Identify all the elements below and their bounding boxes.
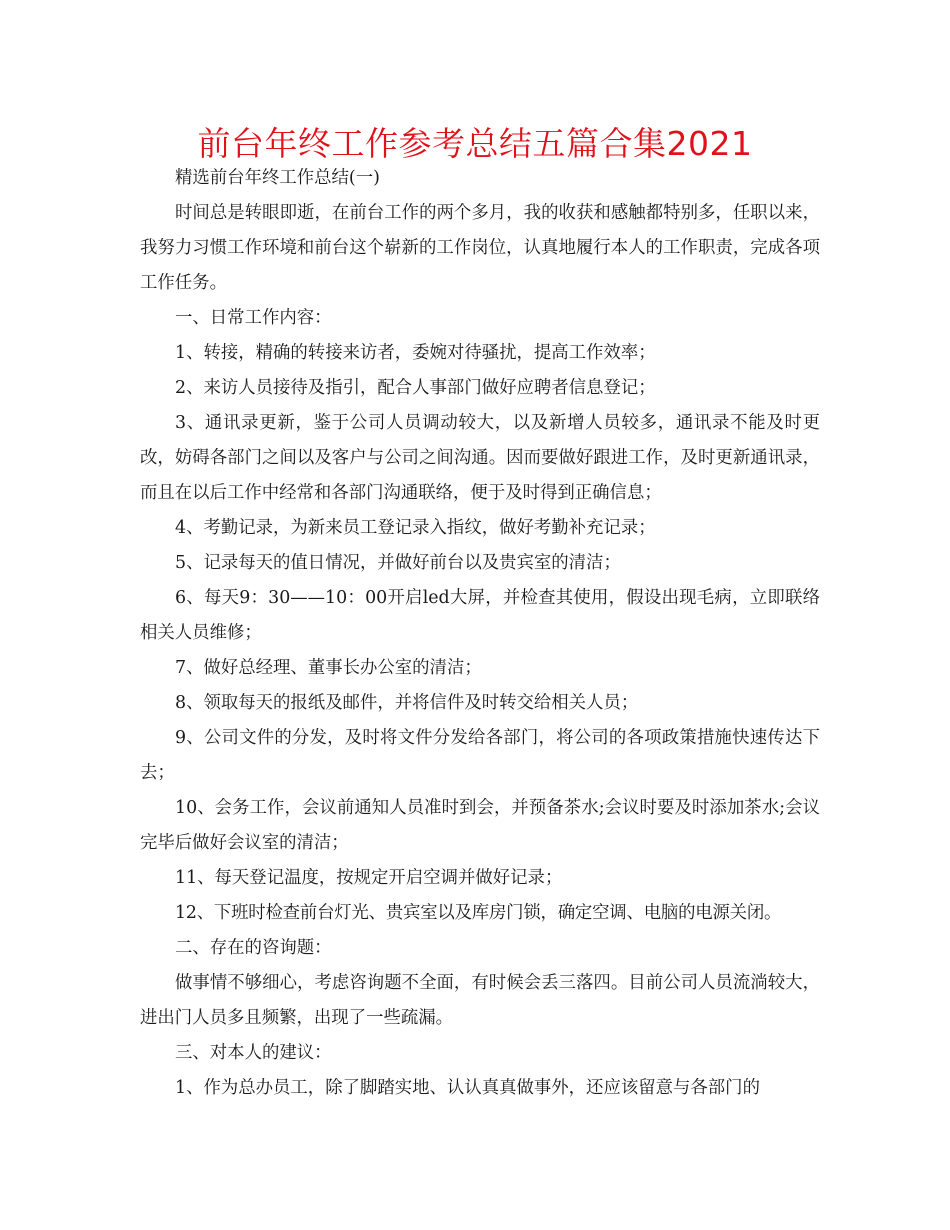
list-item: 12、下班时检查前台灯光、贵宾室以及库房门锁，确定空调、电脑的电源关闭。 xyxy=(175,903,782,923)
paragraph: 做事情不够细心，考虑咨询题不全面，有时候会丢三落四。目前公司人员流淌较大，进出门人员多且频繁，出现了一些疏漏。 xyxy=(140,973,820,1028)
list-item: 8、领取每天的报纸及邮件，并将信件及时转交给相关人员； xyxy=(175,693,639,713)
list-item: 11、每天登记温度，按规定开启空调并做好记录； xyxy=(175,868,563,888)
list-item: 1、作为总办员工，除了脚踏实地、认认真真做事外，还应该留意与各部门的 xyxy=(175,1078,760,1098)
list-item: 6、每天9：30——10：00开启led大屏，并检查其使用，假设出现毛病，立即联络相关人员维修； xyxy=(140,588,820,643)
section-heading: 二、存在的咨询题： xyxy=(175,938,332,958)
paragraph-subtitle: 精选前台年终工作总结(一) xyxy=(175,168,380,188)
section-heading: 三、对本人的建议： xyxy=(175,1043,332,1063)
list-item: 2、来访人员接待及指引，配合人事部门做好应聘者信息登记； xyxy=(175,378,656,398)
list-item: 10、会务工作，会议前通知人员准时到会，并预备茶水;会议时要及时添加茶水;会议完毕后做好会议室的清洁； xyxy=(140,798,820,853)
list-item: 5、记录每天的值日情况，并做好前台以及贵宾室的清洁； xyxy=(175,553,621,573)
paragraph: 时间总是转眼即逝，在前台工作的两个多月，我的收获和感触都特别多，任职以来，我努力习惯工作环境和前台这个崭新的工作岗位，认真地履行本人的工作职责，完成各项工作任务。 xyxy=(140,203,820,293)
list-item: 1、转接，精确的转接来访者，委婉对待骚扰，提高工作效率； xyxy=(175,343,656,363)
list-item: 9、公司文件的分发，及时将文件分发给各部门，将公司的各项政策措施快速传达下去； xyxy=(140,728,820,783)
document-title: 前台年终工作参考总结五篇合集2021 xyxy=(197,124,753,163)
list-item: 7、做好总经理、董事长办公室的清洁； xyxy=(175,658,482,678)
list-item: 4、考勤记录，为新来员工登记录入指纹，做好考勤补充记录； xyxy=(175,518,656,538)
section-heading: 一、日常工作内容： xyxy=(175,308,332,328)
list-item: 3、通讯录更新，鉴于公司人员调动较大，以及新增人员较多，通讯录不能及时更改，妨碍各部门之间以及客户与公司之间沟通。因而要做好跟进工作，及时更新通讯录，而且在以后工作中经常和各部门沟通联络，便于及时得到正确信息； xyxy=(140,413,820,503)
document-body xyxy=(140,161,820,1106)
